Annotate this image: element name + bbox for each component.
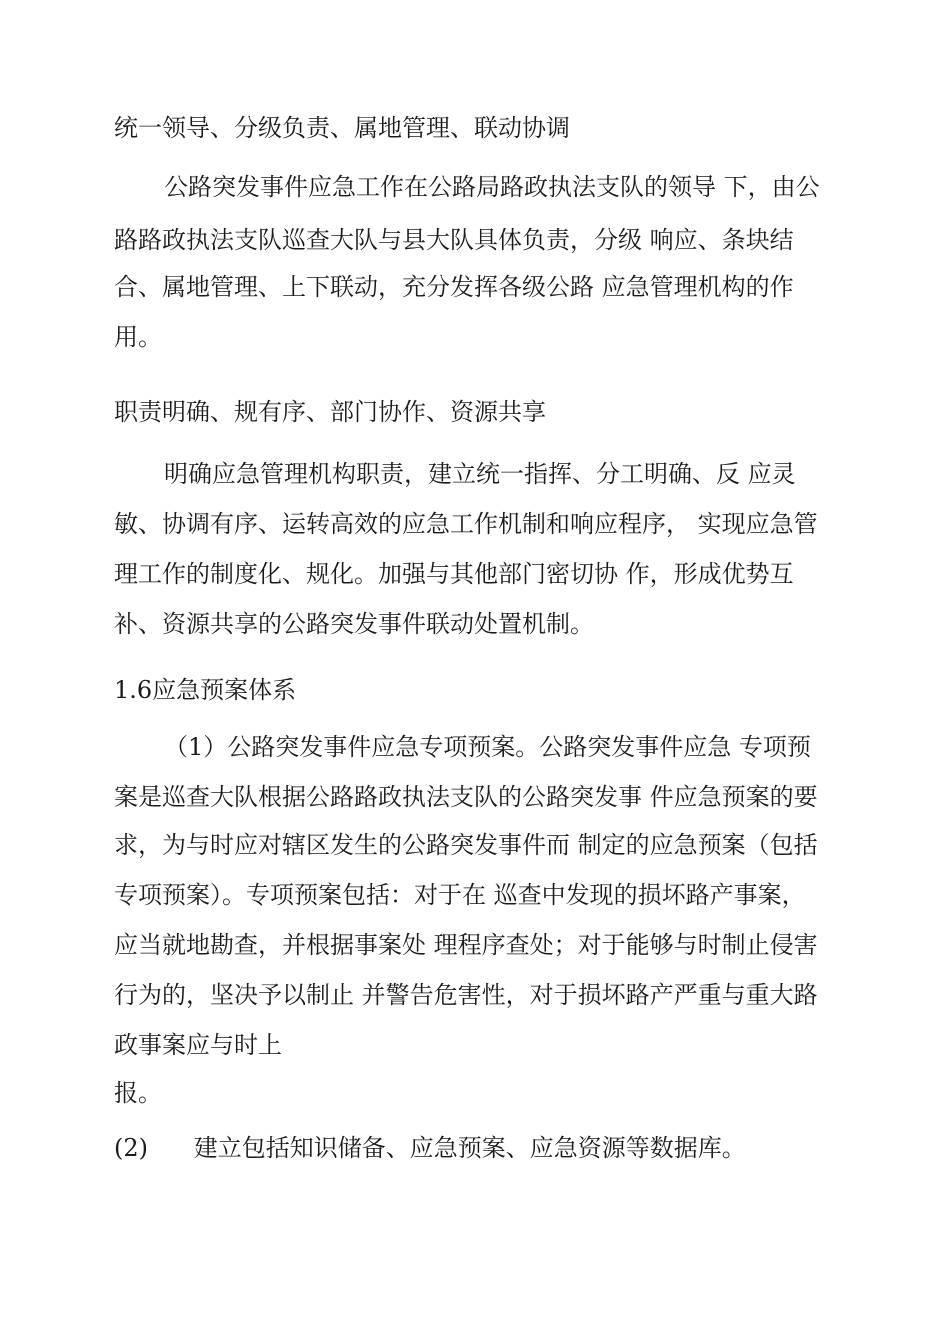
line-16: 应当就地勘查，并根据事案处 理程序查处；对于能够与时制止侵害: [114, 931, 818, 959]
line-12: （1）公路突发事件应急专项预案。公路突发事件应急 专项预: [164, 733, 811, 761]
line-3: 路路政执法支队巡查大队与县大队具体负责，分级 响应、条块结: [114, 226, 794, 254]
line-2: 公路突发事件应急工作在公路局路政执法支队的领导 下，由公: [164, 173, 820, 201]
line-17: 行为的，坚决予以制止 并警告危害性，对于损坏路产严重与重大路: [114, 981, 818, 1009]
line-10: 补、资源共享的公路突发事件联动处置机制。: [114, 610, 594, 638]
line-18: 政事案应与时上: [114, 1031, 282, 1059]
line-7: 明确应急管理机构职责，建立统一指挥、分工明确、反 应灵: [164, 460, 796, 488]
line-1: 统一领导、分级负责、属地管理、联动协调: [114, 114, 570, 142]
line-13: 案是巡查大队根据公路路政执法支队的公路突发事 件应急预案的要: [114, 783, 818, 811]
line-5: 用。: [114, 323, 162, 351]
line-4: 合、属地管理、上下联动，充分发挥各级公路 应急管理机构的作: [114, 273, 794, 301]
line-9: 理工作的制度化、规化。加强与其他部门密切协 作，形成优势互: [114, 560, 794, 588]
line-15: 专项预案）。专项预案包括：对于在 巡查中发现的损坏路产事案，: [114, 881, 806, 909]
line-19: 报。: [114, 1079, 162, 1107]
line-20: (2) 建立包括知识储备、应急预案、应急资源等数据库。: [114, 1134, 746, 1162]
line-14: 求，为与时应对辖区发生的公路突发事件而 制定的应急预案（包括: [114, 831, 818, 859]
line-11: 1.6应急预案体系: [114, 676, 297, 704]
line-8: 敏、协调有序、运转高效的应急工作机制和响应程序， 实现应急管: [114, 510, 818, 538]
line-6: 职责明确、规有序、部门协作、资源共享: [114, 398, 546, 426]
